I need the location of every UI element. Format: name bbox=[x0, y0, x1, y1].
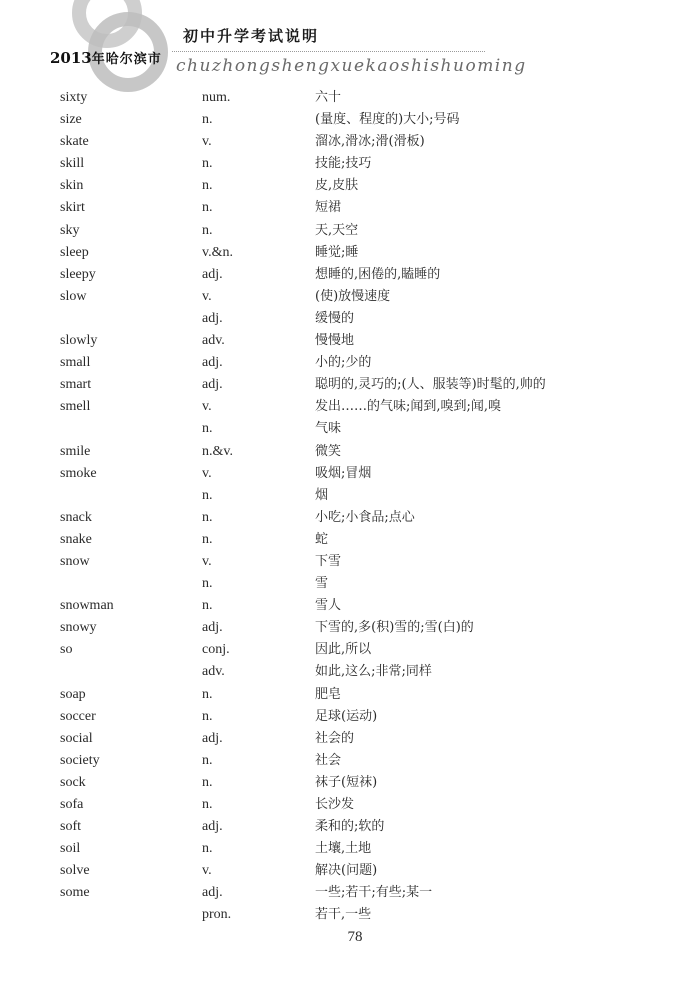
part-of-speech: v. bbox=[202, 134, 212, 150]
part-of-speech: n. bbox=[202, 774, 213, 790]
vocab-row bbox=[60, 706, 640, 728]
part-of-speech: adv. bbox=[202, 333, 225, 349]
vocab-meaning: 因此,所以 bbox=[315, 642, 372, 658]
part-of-speech: n. bbox=[202, 797, 213, 812]
vocab-row bbox=[60, 352, 640, 374]
part-of-speech: n. bbox=[202, 222, 213, 238]
vocab-word: sky bbox=[60, 222, 80, 238]
vocab-word: soap bbox=[60, 686, 86, 702]
vocab-meaning: 雪 bbox=[315, 576, 329, 592]
part-of-speech: n. bbox=[202, 178, 213, 194]
page-number: 78 bbox=[347, 929, 363, 945]
part-of-speech: n. bbox=[202, 112, 213, 128]
vocab-word: snowy bbox=[60, 620, 97, 636]
part-of-speech: adv. bbox=[202, 664, 225, 680]
vocab-row bbox=[60, 661, 640, 683]
vocab-meaning: 蛇 bbox=[315, 531, 329, 547]
vocab-row bbox=[60, 418, 640, 440]
vocab-meaning: 慢慢地 bbox=[315, 333, 355, 349]
vocab-meaning: 六十 bbox=[315, 90, 342, 105]
vocab-row bbox=[60, 175, 640, 197]
vocab-word: smell bbox=[60, 399, 91, 415]
vocab-meaning: 天,天空 bbox=[315, 222, 359, 238]
part-of-speech: adj. bbox=[202, 266, 223, 282]
vocab-meaning: 下雪 bbox=[315, 553, 342, 569]
vocab-word: social bbox=[60, 730, 93, 746]
vocab-row bbox=[60, 728, 640, 750]
vocab-word: size bbox=[60, 112, 82, 128]
vocab-meaning: 长沙发 bbox=[315, 797, 355, 812]
vocab-word: sixty bbox=[60, 90, 88, 105]
vocab-meaning: 溜冰,滑冰;滑(滑板) bbox=[315, 134, 425, 150]
vocab-row bbox=[60, 904, 640, 926]
vocab-row bbox=[60, 109, 640, 131]
vocab-word: sleep bbox=[60, 244, 89, 260]
vocab-word: soft bbox=[60, 819, 81, 835]
vocab-row bbox=[60, 639, 640, 661]
vocab-meaning: 烟 bbox=[315, 487, 329, 503]
vocab-row bbox=[60, 374, 640, 396]
vocab-meaning: 短裙 bbox=[315, 200, 342, 216]
vocab-row bbox=[60, 131, 640, 153]
vocab-word: smart bbox=[60, 377, 92, 393]
vocab-meaning: 土壤,土地 bbox=[315, 841, 372, 857]
vocab-word: some bbox=[60, 885, 90, 901]
vocab-meaning: 如此,这么;非常;同样 bbox=[315, 664, 432, 680]
part-of-speech: v. bbox=[202, 288, 212, 304]
vocab-row bbox=[60, 507, 640, 529]
part-of-speech: v. bbox=[202, 465, 212, 481]
vocab-row bbox=[60, 396, 640, 418]
vocab-row bbox=[60, 286, 640, 308]
part-of-speech: v. bbox=[202, 399, 212, 415]
vocab-meaning: 技能;技巧 bbox=[315, 156, 372, 172]
vocab-meaning: 解决(问题) bbox=[315, 863, 378, 879]
vocab-word: snow bbox=[60, 553, 90, 569]
vocab-word: slowly bbox=[60, 333, 98, 349]
vocab-word: society bbox=[60, 752, 100, 768]
vocab-word: snowman bbox=[60, 598, 114, 614]
part-of-speech: n. bbox=[202, 200, 213, 216]
header-divider bbox=[172, 51, 485, 52]
vocab-row bbox=[60, 330, 640, 352]
vocab-row bbox=[60, 242, 640, 264]
vocab-meaning: 微笑 bbox=[315, 443, 342, 459]
vocab-meaning: 若干,一些 bbox=[315, 907, 372, 923]
vocab-meaning: 吸烟;冒烟 bbox=[315, 465, 372, 481]
vocab-word: skin bbox=[60, 178, 84, 194]
part-of-speech: adj. bbox=[202, 310, 223, 326]
vocab-row bbox=[60, 573, 640, 595]
vocab-word: sleepy bbox=[60, 266, 96, 282]
vocab-word: sofa bbox=[60, 797, 84, 812]
vocab-word: skate bbox=[60, 134, 89, 150]
vocab-meaning: 发出……的气味;闻到,嗅到;闻,嗅 bbox=[315, 399, 502, 415]
vocab-word: so bbox=[60, 642, 73, 658]
vocab-meaning: 缓慢的 bbox=[315, 310, 355, 326]
part-of-speech: n. bbox=[202, 841, 213, 857]
vocab-row bbox=[60, 750, 640, 772]
vocab-word: snack bbox=[60, 509, 92, 525]
part-of-speech: n.&v. bbox=[202, 443, 233, 459]
vocab-meaning: 袜子(短袜) bbox=[315, 774, 378, 790]
vocab-row bbox=[60, 87, 640, 109]
vocab-meaning: 柔和的;软的 bbox=[315, 819, 385, 835]
part-of-speech: adj. bbox=[202, 730, 223, 746]
part-of-speech: n. bbox=[202, 598, 213, 614]
vocab-word: skill bbox=[60, 156, 85, 172]
part-of-speech: n. bbox=[202, 686, 213, 702]
header-year: 2013 bbox=[50, 49, 92, 67]
vocab-row bbox=[60, 197, 640, 219]
vocab-meaning: 一些;若干;有些;某一 bbox=[315, 885, 433, 901]
vocab-row bbox=[60, 684, 640, 706]
part-of-speech: v.&n. bbox=[202, 244, 233, 260]
vocab-row bbox=[60, 794, 640, 816]
vocab-row bbox=[60, 772, 640, 794]
part-of-speech: n. bbox=[202, 576, 213, 592]
part-of-speech: conj. bbox=[202, 642, 230, 658]
vocab-word: solve bbox=[60, 863, 90, 879]
vocab-word: skirt bbox=[60, 200, 85, 216]
part-of-speech: pron. bbox=[202, 907, 232, 923]
vocab-meaning: 想睡的,困倦的,瞌睡的 bbox=[315, 266, 441, 282]
vocab-meaning: 雪人 bbox=[315, 598, 342, 614]
vocab-row bbox=[60, 264, 640, 286]
part-of-speech: n. bbox=[202, 421, 213, 437]
vocab-meaning: (量度、程度的)大小;号码 bbox=[315, 112, 460, 128]
vocab-row bbox=[60, 220, 640, 242]
vocab-row bbox=[60, 882, 640, 904]
vocab-meaning: (使)放慢速度 bbox=[315, 288, 391, 304]
vocab-row bbox=[60, 153, 640, 175]
part-of-speech: n. bbox=[202, 156, 213, 172]
part-of-speech: adj. bbox=[202, 819, 223, 835]
header-city: 年哈尔滨市 bbox=[91, 52, 162, 67]
vocab-meaning: 气味 bbox=[315, 421, 342, 437]
vocab-meaning: 小的;少的 bbox=[315, 355, 372, 371]
vocab-meaning: 小吃;小食品;点心 bbox=[315, 509, 415, 525]
vocab-row bbox=[60, 860, 640, 882]
part-of-speech: n. bbox=[202, 509, 213, 525]
header-title: 初中升学考试说明 bbox=[183, 27, 320, 45]
vocab-row bbox=[60, 441, 640, 463]
part-of-speech: n. bbox=[202, 752, 213, 768]
vocab-row bbox=[60, 816, 640, 838]
part-of-speech: adj. bbox=[202, 377, 223, 393]
vocab-meaning: 足球(运动) bbox=[315, 708, 378, 724]
vocab-row bbox=[60, 463, 640, 485]
vocab-meaning: 聪明的,灵巧的;(人、服装等)时髦的,帅的 bbox=[315, 377, 546, 393]
vocabulary-list bbox=[60, 87, 640, 927]
vocab-word: soccer bbox=[60, 708, 96, 724]
vocab-row bbox=[60, 485, 640, 507]
vocab-word: smoke bbox=[60, 465, 97, 481]
vocab-meaning: 下雪的,多(积)雪的;雪(白)的 bbox=[315, 620, 474, 636]
header-pinyin: chuzhongshengxuekaoshishuoming bbox=[176, 56, 527, 76]
part-of-speech: n. bbox=[202, 487, 213, 503]
vocab-row bbox=[60, 308, 640, 330]
vocab-word: snake bbox=[60, 531, 92, 547]
part-of-speech: num. bbox=[202, 90, 231, 105]
vocab-meaning: 社会的 bbox=[315, 730, 355, 746]
vocab-word: smile bbox=[60, 443, 91, 459]
vocab-row bbox=[60, 551, 640, 573]
vocab-meaning: 肥皂 bbox=[315, 686, 342, 702]
part-of-speech: adj. bbox=[202, 620, 223, 636]
part-of-speech: n. bbox=[202, 531, 213, 547]
vocab-row bbox=[60, 595, 640, 617]
vocab-word: sock bbox=[60, 774, 86, 790]
part-of-speech: v. bbox=[202, 553, 212, 569]
vocab-meaning: 社会 bbox=[315, 752, 342, 768]
part-of-speech: adj. bbox=[202, 355, 223, 371]
vocab-row bbox=[60, 617, 640, 639]
vocab-row bbox=[60, 838, 640, 860]
vocab-word: small bbox=[60, 355, 91, 371]
vocab-word: slow bbox=[60, 288, 87, 304]
part-of-speech: adj. bbox=[202, 885, 223, 901]
vocab-row bbox=[60, 529, 640, 551]
vocab-word: soil bbox=[60, 841, 81, 857]
header-year-city bbox=[50, 48, 162, 67]
vocab-meaning: 睡觉;睡 bbox=[315, 244, 359, 260]
part-of-speech: v. bbox=[202, 863, 212, 879]
vocab-meaning: 皮,皮肤 bbox=[315, 178, 359, 194]
part-of-speech: n. bbox=[202, 708, 213, 724]
